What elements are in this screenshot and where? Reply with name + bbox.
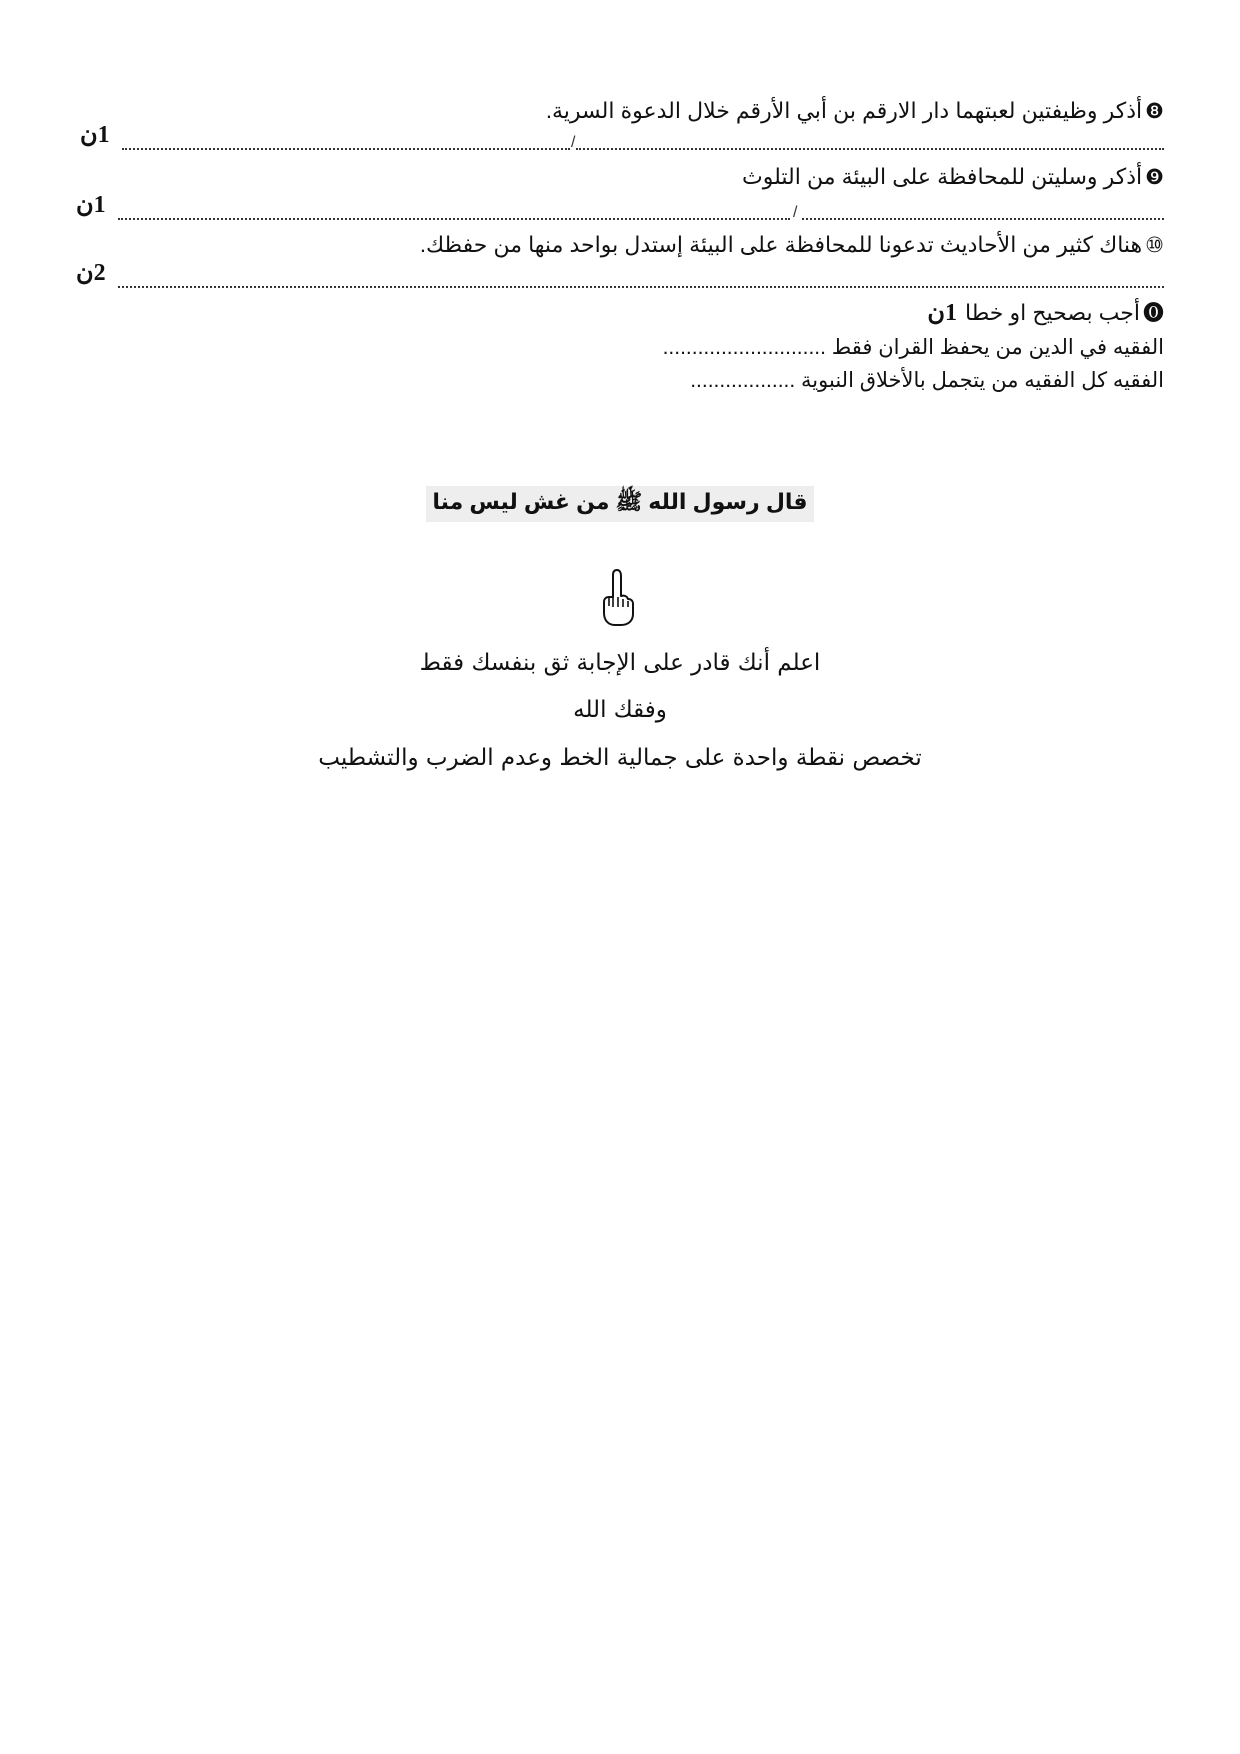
question-8-points: 1ن [80, 122, 110, 148]
answer-line-10-dots [118, 286, 1164, 288]
handwriting-note: تخصص نقطة واحدة على جمالية الخط وعدم الضرب والتشطيب [318, 745, 922, 771]
question-10 [420, 232, 1164, 258]
answer-line-8-right [576, 148, 1164, 150]
question-8-number: ❽ [1145, 100, 1164, 123]
good-luck-line: وفقك الله [573, 697, 667, 723]
true-false-heading [927, 300, 1164, 328]
answer-line-10[interactable] [76, 260, 1164, 288]
true-false-points: 1ن [927, 300, 958, 326]
question-10-points: 2ن [76, 260, 106, 286]
question-8 [546, 98, 1164, 124]
question-9-text: أذكر وسليتن للمحافظة على البيئة من التلوث [742, 164, 1143, 189]
true-false-number: ⓿ [1143, 302, 1164, 325]
question-10-text: هناك كثير من الأحاديث تدعونا للمحافظة على البيئة إستدل بواحد منها من حفظك. [419, 232, 1143, 257]
hadith-banner [0, 486, 1240, 522]
question-10-number: ⑩ [1145, 234, 1164, 257]
answer-line-9[interactable] [76, 192, 1164, 221]
pointing-hand-icon [600, 566, 636, 628]
answer-line-8[interactable] [80, 122, 1164, 151]
question-9 [742, 164, 1164, 190]
question-9-points: 1ن [76, 192, 106, 218]
answer-line-8-left [122, 148, 570, 150]
true-false-item-2[interactable]: الفقيه كل الفقيه من يتجمل بالأخلاق النبوية .................. [690, 369, 1164, 392]
true-false-instruction: أجب بصحيح او خطا [965, 300, 1140, 325]
encouragement-line: اعلم أنك قادر على الإجابة ثق بنفسك فقط [419, 650, 821, 676]
question-9-number: ❾ [1145, 166, 1164, 189]
separator-slash: / [571, 134, 576, 151]
hadith-text: قال رسول الله ﷺ من غش ليس منا [426, 486, 813, 522]
answer-line-9-left [118, 218, 790, 220]
answer-line-9-right [802, 218, 1164, 220]
true-false-item-1[interactable]: الفقيه في الدين من يحفظ القران فقط ............................ [662, 336, 1164, 359]
separator-slash: / [793, 204, 798, 221]
question-8-text: أذكر وظيفتين لعبتهما دار الارقم بن أبي الأرقم خلال الدعوة السرية. [545, 98, 1143, 123]
